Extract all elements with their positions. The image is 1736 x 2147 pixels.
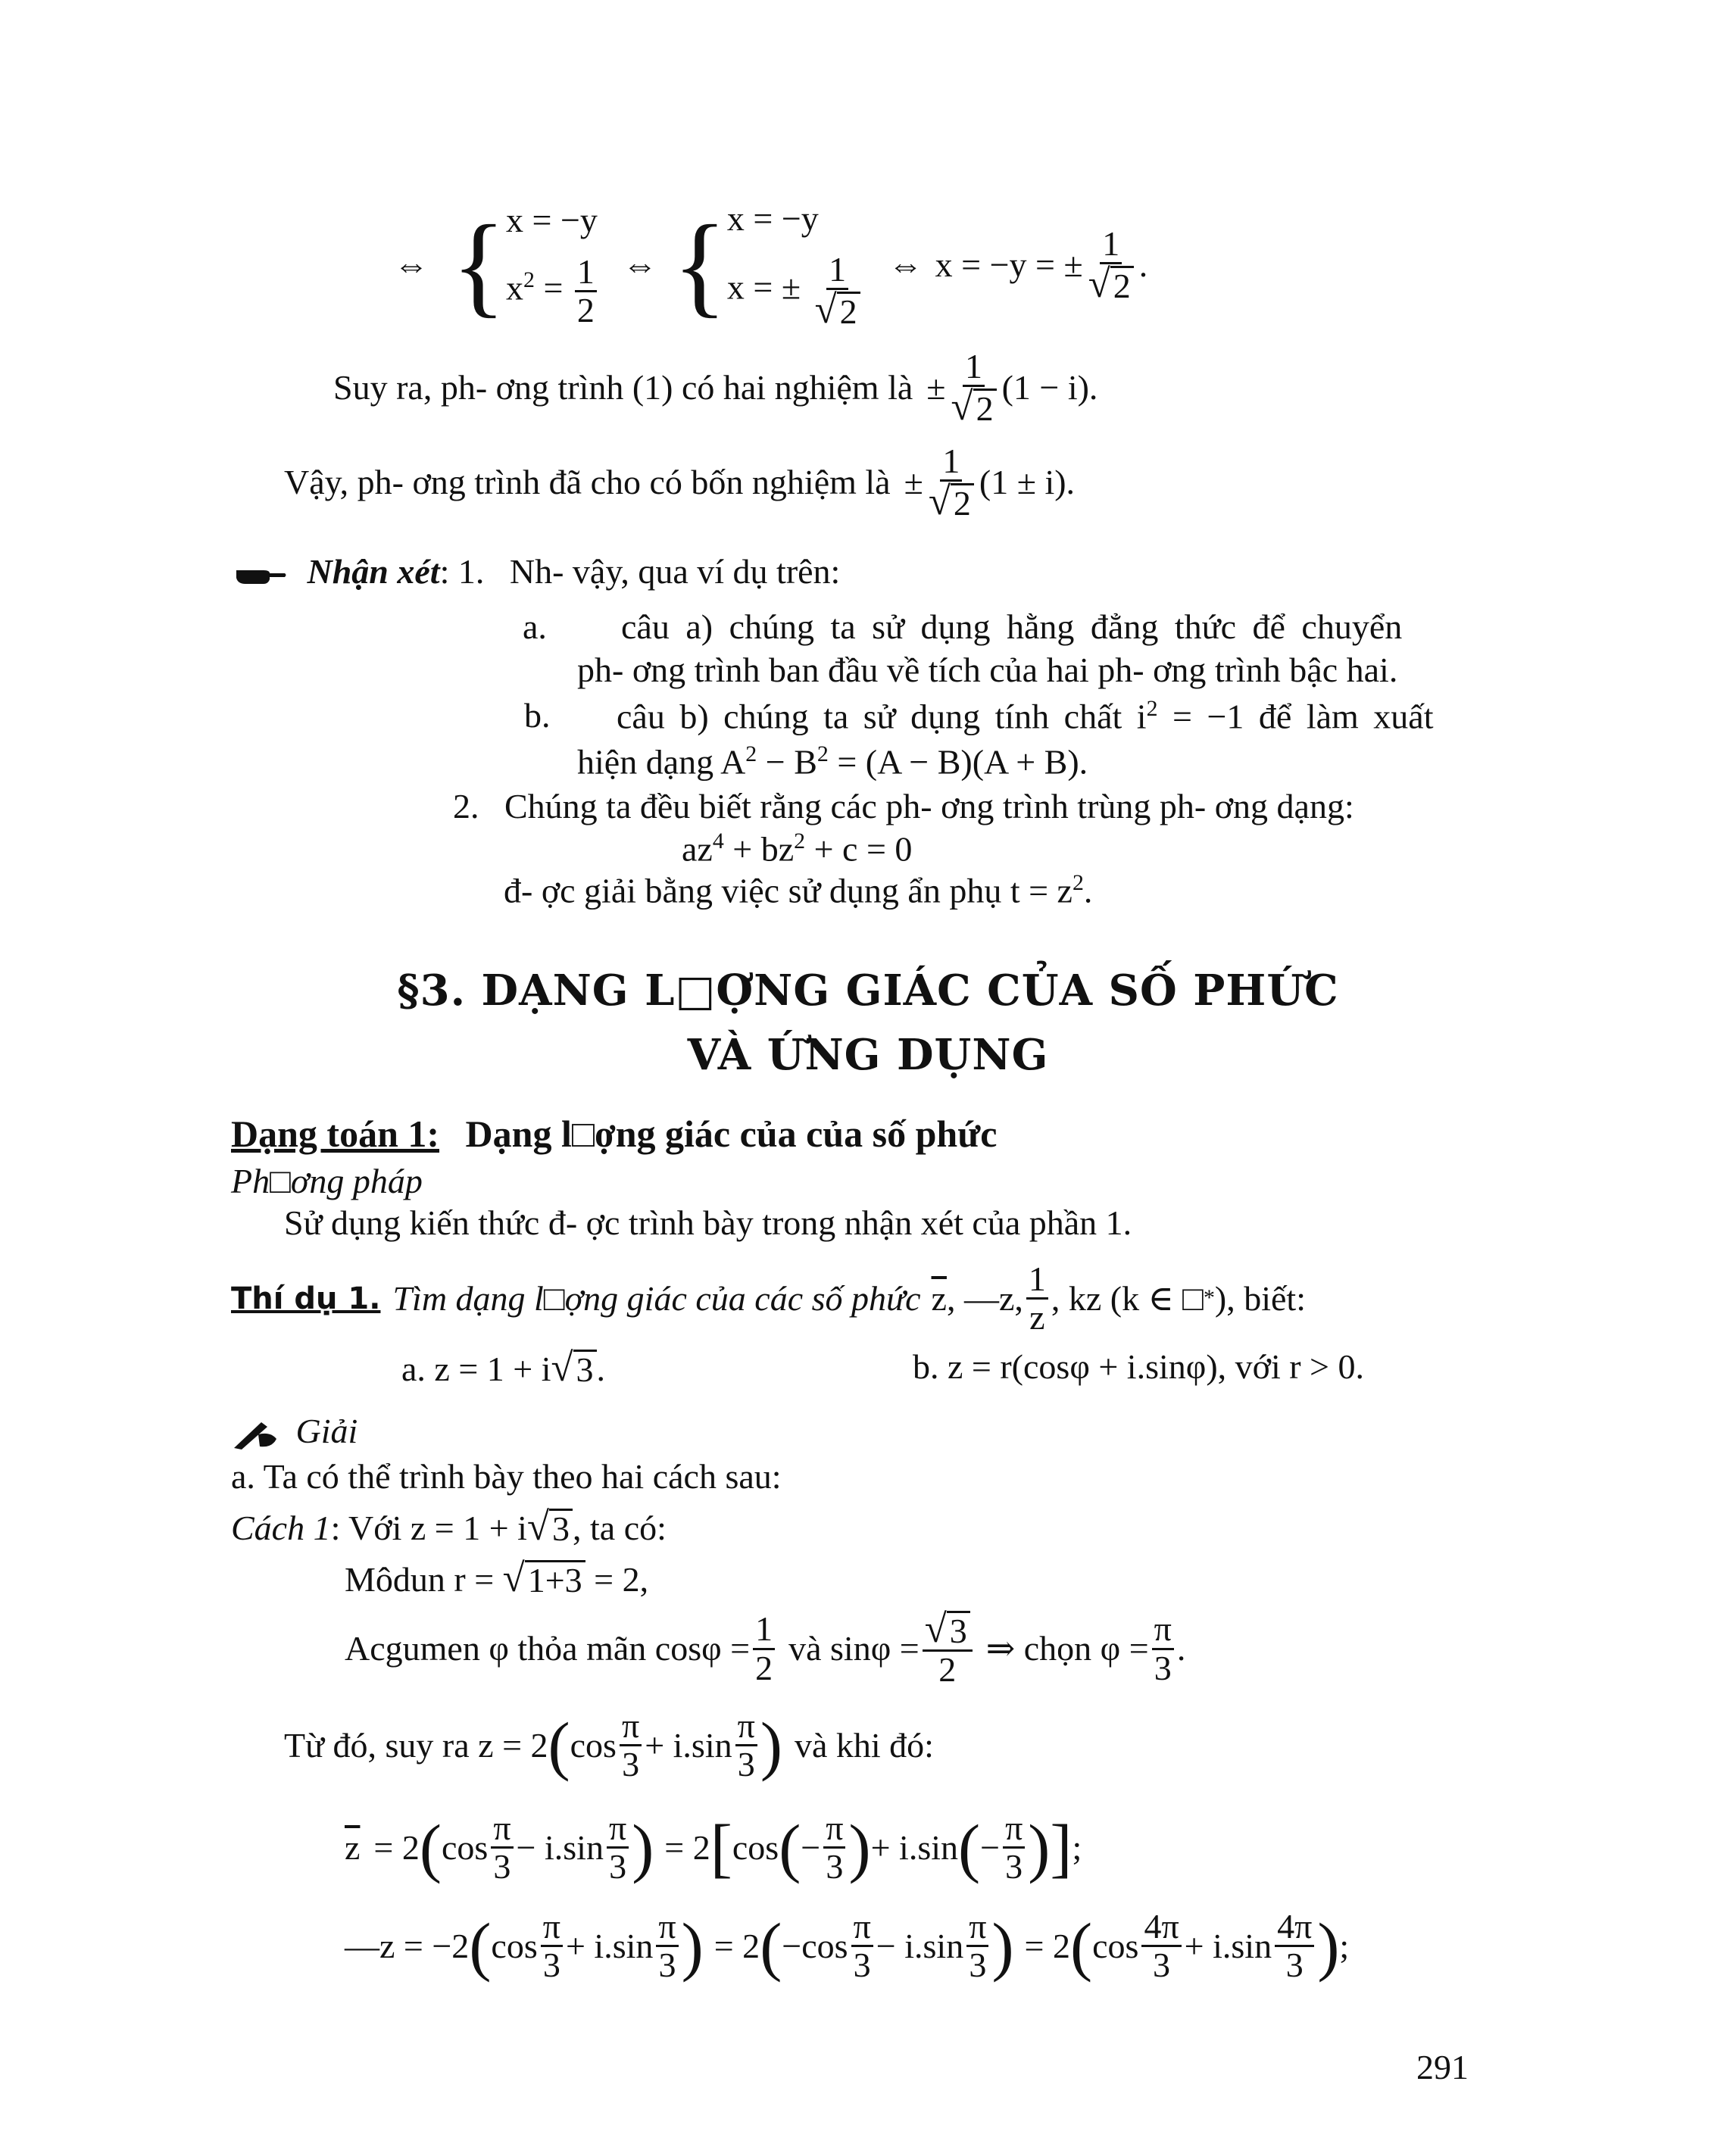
system-2-row-1: x = −y [726,198,819,238]
example-label: Thí dụ 1. [231,1281,381,1316]
fraction-sqrt3-half: √ 3 2 [923,1609,973,1688]
fraction-pi-over-3: $\frac{\pi}{3}$ [1003,1810,1025,1886]
modulus-line: Môdun r = √ 1+3 = 2, [345,1556,649,1600]
fraction-pi-over-3: $\frac{\pi}{3}$ [541,1908,563,1984]
note-equation: $az^4 + bz^2 + c = 0$ [682,829,913,869]
example-statement: Thí dụ 1. Tìm dạng l□ợng giác của các số phức $\overline{z}$ , —z, $\frac{1}{z}$ , kz (k ∈ □ * ), biết: [231,1259,1306,1337]
system-result: x = −y = ± [935,245,1083,284]
equiv-symbol: ⇔ [888,245,923,284]
argument-line: Acgumen φ thỏa mãn cosφ = $\frac{1}{2}$ và sinφ = √ 3 2 ⇒ chọn φ = $\frac{\pi}{3}$ . [345,1607,1186,1689]
problem-type-label: Dạng toán 1: [231,1113,440,1155]
fraction-one-over-sqrt2: 1 √ 2 [813,251,863,330]
fraction-4pi-over-3: $\frac{4\pi}{3}$ [1141,1908,1181,1984]
fraction-one-over-sqrt2: 1 √ 2 [1086,226,1136,304]
fraction-4pi-over-3: $\frac{4\pi}{3}$ [1275,1908,1314,1984]
pointing-hand-icon [235,560,288,590]
fraction-pi-over-3: $\frac{\pi}{3}$ [851,1908,873,1984]
fraction-pi-over-3: $\frac{\pi}{3}$ [656,1908,678,1984]
fraction-one-over-sqrt2: 1 √ 2 [949,348,999,427]
note-item-b-cont: hiện dạng $A^2 - B^2 = (A - B)(A + B)$. [577,741,1088,782]
writing-hand-icon [231,1418,279,1451]
note-item-a-cont: ph- ơng trình ban đầu về tích của hai ph- ơng trình bậc hai. [577,651,1398,689]
note-item-a: a. câu a) chúng ta sử dụng hằng đẳng thức để chuyển [523,607,1403,646]
method-text: Sử dụng kiến thức đ- ợc trình bày trong nhận xét của phần 1. [284,1203,1132,1242]
system-1 [506,201,600,329]
fraction-one-over-sqrt2: 1 √ 2 [926,443,976,522]
section-title-line-2: VÀ ỨNG DỤNG [687,1030,1049,1080]
note-item-2: 2. Chúng ta đều biết rằng các ph- ơng trình trùng ph- ơng dạng: [453,787,1354,825]
system-2 [727,200,866,331]
note-item-b: b. câu b) chúng ta sử dụng tính chất $i^2 = -1$ để làm xuất [524,696,1434,736]
fraction-one-over-z: $\frac{1}{z}$ [1026,1261,1048,1337]
fraction-pi-over-3: $\frac{\pi}{3}$ [823,1810,845,1886]
system-2-row-2: x = ± 1 √ 2 [727,251,866,330]
system-1-row-1: x = −y [506,200,598,239]
example-part-b: b. z = r(cosφ + i.sinφ), với r > 0. [913,1347,1365,1386]
equiv-symbol: ⇔ [622,245,657,284]
fraction-pi-over-3: $\frac{\pi}{3}$ [735,1708,757,1783]
fraction-pi-over-3: $\frac{\pi}{3}$ [966,1908,988,1984]
system-1-row-2: $x^2$ = $\frac{1}{2}$ [506,254,600,329]
fraction-one-half: $\frac{1}{2}$ [753,1611,775,1687]
solution-heading: Giải [231,1412,358,1451]
solution-part-a: a. Ta có thể trình bày theo hai cách sau: [231,1457,782,1496]
example-part-a: a. z = 1 + i √ 3 . [401,1346,606,1390]
negative-z-line: —z = −2 ( cos $\frac{\pi}{3}$ + i.sin $\frac{\pi}{3}$ ) = 2 ( −cos $\frac{\pi}{3}$ − i.sin $\frac{\pi}{3}$ ) = 2 ( cos $\frac{4\pi}{3}$ + i.sin $\frac{4\pi}{3}$ ) ; [345,1907,1350,1985]
conjugate-line: $\overline{z}$ = 2 ( cos $\frac{\pi}{3}$ − i.sin $\frac{\pi}{3}$ ) = 2 [ cos ( − $\frac{\pi}{3}$ ) + i.sin ( − $\frac{\pi}{3}$ ) ] ; [345,1808,1082,1886]
fraction-pi-over-3: $\frac{\pi}{3}$ [491,1810,513,1886]
problem-type [231,1113,997,1155]
note-title: Nhận xét [307,552,440,591]
section-title-line-1: §3. DẠNG L□ỢNG GIÁC CỦA SỐ PHỨC [397,966,1339,1016]
page-number: 291 [1416,2048,1469,2086]
fraction-pi-over-3: $\frac{\pi}{3}$ [1152,1611,1174,1687]
fraction-pi-over-3: $\frac{\pi}{3}$ [607,1810,629,1886]
left-brace: { [672,202,727,328]
cach-1: Cách 1: Với z = 1 + i √ 3 , ta có: [231,1505,667,1549]
note-item-2-end: đ- ợc giải bằng việc sử dụng ẩn phụ $t = z^2$. [504,870,1093,910]
method-title: Ph□ơng pháp [231,1162,423,1200]
equiv-symbol: ⇔ [394,245,429,284]
fraction-pi-over-3: $\frac{\pi}{3}$ [620,1708,642,1783]
trig-form-line: Từ đó, suy ra z = 2 ( cos $\frac{\pi}{3}$ + i.sin $\frac{\pi}{3}$ ) và khi đó: [284,1706,934,1784]
fraction-one-half: $\frac{1}{2}$ [575,254,597,329]
problem-type-title: Dạng l□ợng giác của của số phức [465,1113,998,1155]
left-brace: { [451,202,506,328]
line-vay: Vậy, ph- ơng trình đã cho có bốn nghiệm là ± 1 √ 2 (1 ± i). [284,442,1076,524]
line-suy-ra: Suy ra, ph- ơng trình (1) có hai nghiệm là ± 1 √ 2 (1 − i). [333,347,1098,429]
system-equivalence-line: ⇔ { x = −y $x^2$ = $\frac{1}{2}$ ⇔ { x = −y x = ± 1 √ 2 ⇔ x = −y = ± 1 √ 2 . [394,198,1148,332]
note-heading: Nhận xét: 1. Nh- vậy, qua ví dụ trên: [235,553,840,591]
